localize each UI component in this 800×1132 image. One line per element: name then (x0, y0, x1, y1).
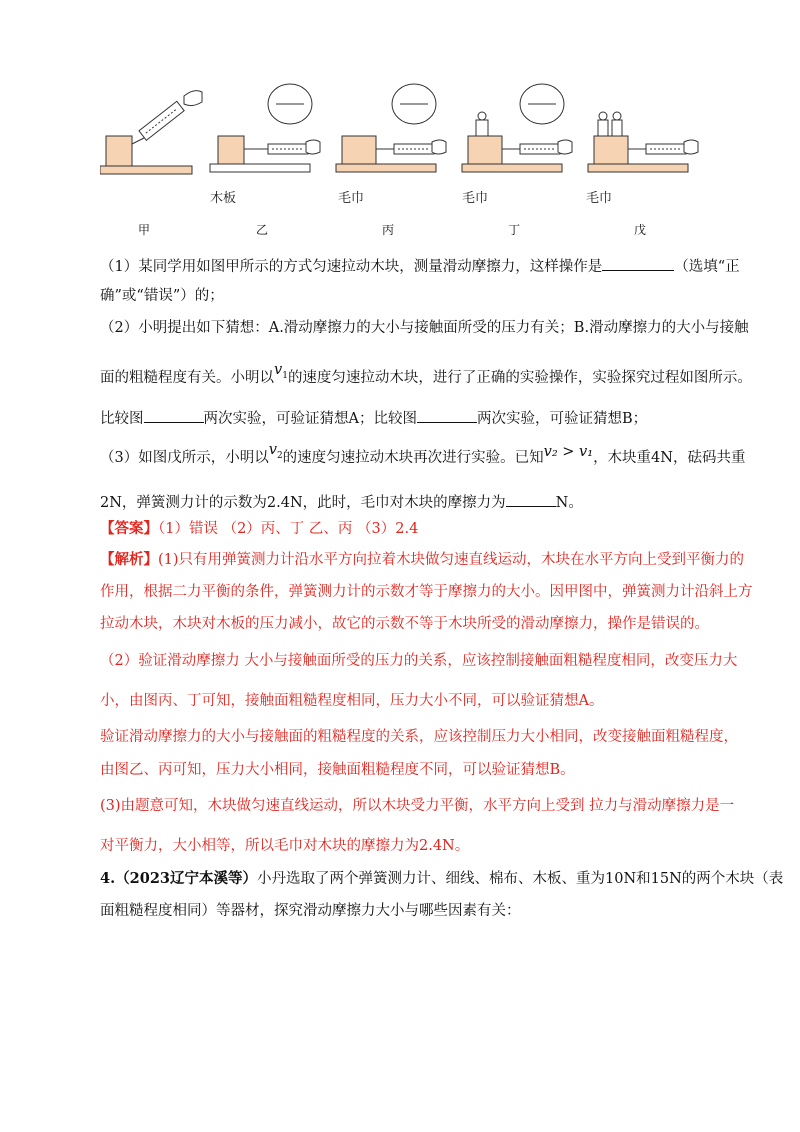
setup-ding (462, 84, 572, 172)
q2-line2 (100, 362, 752, 394)
q3-text-a: （3）如图戊所示，小明以 (100, 450, 269, 466)
caption-bing: 丙 (382, 223, 395, 237)
analysis-line7: 由图乙、丙可知，压力大小相同，接触面粗糙程度不同，可以验证猜想B。 (100, 762, 575, 778)
q3-blank (506, 492, 556, 507)
surface-label-yi: 木板 (210, 191, 237, 206)
q4-source: （2023辽宁本溪等） (115, 870, 257, 887)
caption-jia: 甲 (138, 223, 151, 237)
q4-line2: 面粗糙程度相同）等器材，探究滑动摩擦力大小与哪些因素有关： (100, 903, 521, 919)
q3-line2 (100, 492, 583, 513)
q2-text-c: 比较图 (100, 411, 144, 427)
q2-text-b: 的速度匀速拉动木块，进行了正确的实验操作，实验探究过程如图所示。 (287, 370, 752, 386)
caption-wu: 戊 (634, 223, 647, 237)
analysis-line2: 作用，根据二力平衡的条件，弹簧测力计的示数才等于摩擦力的大小。因甲图中，弹簧测力计沿斜上方 (100, 584, 753, 600)
answer-tag: 【答案】 (100, 520, 158, 537)
experiment-figure (100, 82, 710, 242)
v2-symbol: $v_2$ (268, 442, 283, 461)
caption-ding: 丁 (508, 223, 521, 237)
analysis-line5: 小，由图丙、丁可知，接触面粗糙程度相同，压力大小不同，可以验证猜想A。 (100, 693, 604, 709)
q2-line1: （2）小明提出如下猜想：A.滑动摩擦力的大小与接触面所受的压力有关；B.滑动摩擦力的大小与接触 (100, 320, 749, 336)
q3-text-d: 2N，弹簧测力计的示数为2.4N，此时，毛巾对木块的摩擦力为 (100, 495, 506, 511)
q1-text-b: （选填“正 (674, 259, 740, 275)
q1-blank (602, 256, 674, 271)
q3-text-e: N。 (555, 495, 583, 511)
analysis-line6: 验证滑动摩擦力的大小与接触面的粗糙程度的关系，应该控制压力大小相同，改变接触面粗糙程度， (100, 729, 738, 745)
q2-text-e: 两次实验，可验证猜想B； (476, 411, 648, 427)
analysis-line3: 拉动木块，木块对木板的压力减小，故它的示数不等于木块所受的滑动摩擦力，操作是错误的。 (100, 616, 709, 632)
answer-text: （1）错误 （2）丙、丁 乙、丙 （3）2.4 (158, 521, 419, 537)
setup-yi (210, 84, 320, 172)
answer-line (100, 519, 418, 539)
q2-text-d: 两次实验，可验证猜想A；比较图 (203, 411, 417, 427)
surface-label-bing: 毛巾 (338, 191, 365, 206)
q2-blank-1 (144, 408, 204, 423)
q2-text-a: 面的粗糙程度有关。小明以 (100, 370, 274, 386)
q4-line1 (100, 869, 783, 889)
surface-label-wu: 毛巾 (586, 191, 613, 206)
setup-wu (588, 112, 698, 172)
analysis-text-1: (1)只有用弹簧测力计沿水平方向拉着木块做匀速直线运动，木块在水平方向上受到平衡力的 (158, 552, 745, 568)
q2-line3 (100, 408, 647, 429)
caption-yi: 乙 (256, 223, 269, 237)
q3-text-c: ，木块重4N，砝码共重 (593, 450, 746, 466)
q1-line1 (100, 256, 740, 277)
setup-bing (336, 84, 446, 172)
analysis-line1 (100, 550, 744, 570)
q4-number: 4. (100, 870, 116, 887)
setup-jia (100, 91, 202, 174)
analysis-line9: 对平衡力，大小相等，所以毛巾对木块的摩擦力为2.4N。 (100, 838, 470, 854)
q1-line2: 确”或“错误”）的； (100, 288, 224, 304)
v1-symbol: $v_1$ (274, 362, 288, 381)
q1-text-a: （1）某同学用如图甲所示的方式匀速拉动木块，测量滑动摩擦力，这样操作是 (100, 259, 603, 275)
analysis-line8: (3)由题意可知，木块做匀速直线运动，所以木块受力平衡，水平方向上受到 拉力与滑动摩擦力是一 (100, 798, 735, 814)
analysis-tag: 【解析】 (100, 551, 158, 568)
analysis-line4: （2）验证滑动摩擦力 大小与接触面所受的压力的关系，应该控制接触面粗糙程度相同，改变压力大 (100, 653, 738, 669)
surface-label-ding: 毛巾 (462, 191, 489, 206)
inequality: v₂ > v₁ (543, 444, 594, 460)
q4-text-1: 小丹选取了两个弹簧测力计、细线、棉布、木板、重为10N和15N的两个木块（表 (257, 871, 784, 887)
q3-text-b: 的速度匀速拉动木块再次进行实验。已知 (282, 450, 544, 466)
q2-blank-2 (417, 408, 477, 423)
q3-line1 (100, 442, 746, 474)
